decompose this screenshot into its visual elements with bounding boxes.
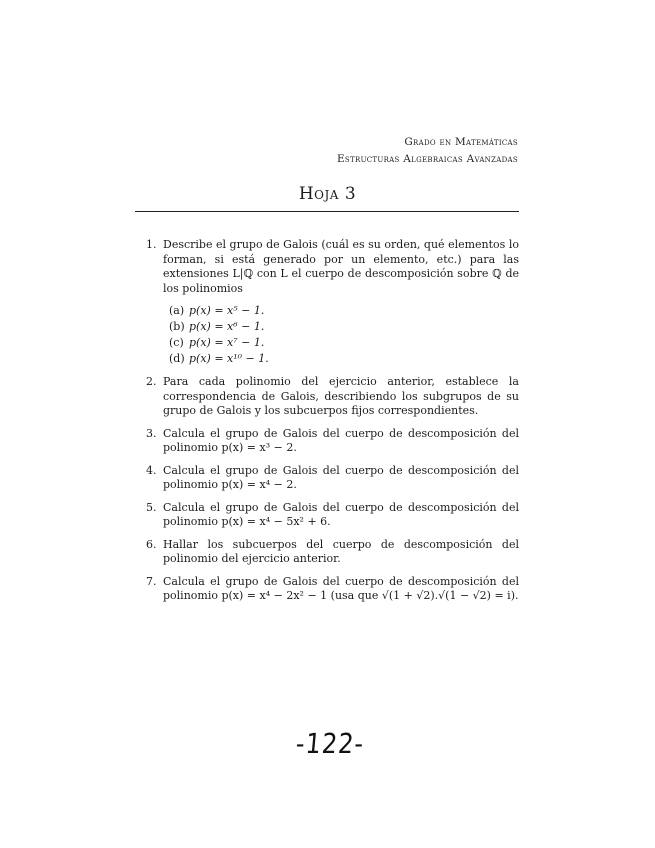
exercise-number: 4. [146,463,157,477]
exercise-number: 1. [146,238,157,251]
exercise-1 [146,238,519,367]
item-expression: p(x) = x⁶ − 1. [189,320,265,333]
item-label: (a) [169,304,185,317]
exercise-3 [146,426,519,456]
list-item [169,335,519,351]
exercise-7 [146,574,519,604]
item-expression: p(x) = x⁷ − 1. [189,336,265,349]
item-expression: p(x) = x⁵ − 1. [189,304,265,317]
exercise-number: 6. [146,537,157,551]
exercise-4 [146,463,519,493]
exercise-2 [146,375,519,419]
exercise-text: Hallar los subcuerpos del cuerpo de descomposición del polinomio del ejercicio anterior. [163,537,519,565]
degree-name: Grado en Matemáticas [404,136,518,148]
exercise-text: Calcula el grupo de Galois del cuerpo de descomposición del polinomio p(x) = x³ − 2. [163,426,519,454]
exercise-text: Para cada polinomio del ejercicio anterior, establece la correspondencia de Galois, describiendo los subgrupos de su grupo de Galois y los subcuerpos fijos correspondientes. [163,375,519,417]
list-item [169,303,519,319]
exercise-6 [146,537,519,567]
title-divider [135,211,519,212]
item-expression: p(x) = x¹⁰ − 1. [189,352,269,365]
exercise-text: Calcula el grupo de Galois del cuerpo de descomposición del polinomio p(x) = x⁴ − 2. [163,463,519,491]
item-label: (b) [169,320,185,333]
item-label: (d) [169,352,185,365]
list-item [169,319,519,335]
item-label: (c) [169,336,184,349]
exercise-text: Calcula el grupo de Galois del cuerpo de descomposición del polinomio p(x) = x⁴ − 5x² + 6. [163,500,519,528]
exercise-number: 3. [146,426,157,440]
exercise-number: 5. [146,500,157,514]
exercise-5 [146,500,519,530]
polynomial-list [169,303,519,367]
course-header [337,134,518,168]
handwritten-page-number: -122- [294,727,366,761]
course-name: Estructuras Algebraicas Avanzadas [336,153,518,165]
exercise-text: Describe el grupo de Galois (cuál es su orden, qué elementos lo forman, si está generado por un elemento, etc.) para las extensiones L|ℚ con L el cuerpo de descomposición sobre ℚ de los polinomios [163,238,519,295]
exercise-list [146,238,519,612]
exercise-number: 2. [146,375,157,388]
sheet-title: Hoja 3 [298,184,357,204]
exercise-text: Calcula el grupo de Galois del cuerpo de descomposición del polinomio p(x) = x⁴ − 2x² − 1 (usa que √(1 + √2).√(1 − √2) = i). [163,574,519,602]
list-item [169,351,519,367]
exercise-number: 7. [146,574,157,588]
